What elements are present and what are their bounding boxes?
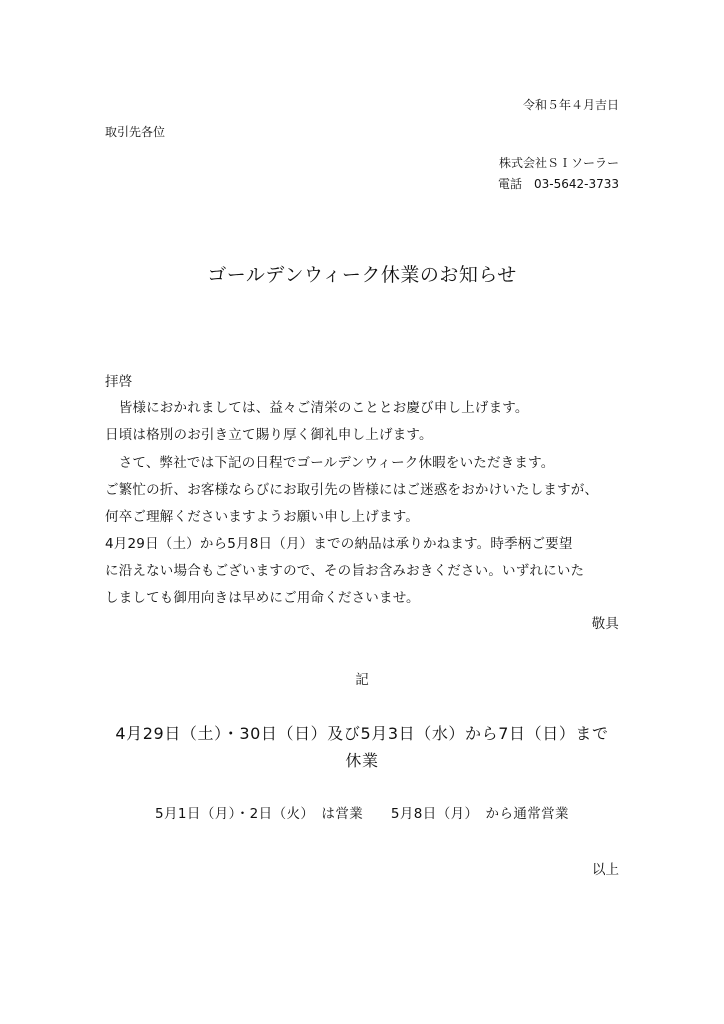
body-line: 皆様におかれましては、益々ご清栄のこととお慶び申し上げます。 xyxy=(105,400,529,416)
salutation: 拝啓 xyxy=(105,374,133,390)
body-line: 日頃は格別のお引き立て賜り厚く御礼申し上げます。 xyxy=(105,427,433,443)
body-line: 何卒ご理解くださいますようお願い申し上げます。 xyxy=(105,509,420,525)
body-line: 4月29日（土）から5月8日（月）までの納品は承りかねます。時季柄ご要望 xyxy=(105,536,573,552)
body-line: に沿えない場合もございますので、その旨お含みおきください。いずれにいた xyxy=(105,563,585,579)
body-line: しましても御用向きは早めにご用命くださいませ。 xyxy=(105,590,420,606)
company-name: 株式会社ＳＩソーラー xyxy=(498,156,619,170)
holiday-period: 4月29日（土）・30日（日）及び5月3日（水）から7日（日）まで xyxy=(115,724,609,743)
notes-heading: 記 xyxy=(355,672,369,688)
holiday-label: 休業 xyxy=(345,751,379,770)
document-title: ゴールデンウィーク休業のお知らせ xyxy=(207,264,517,286)
business-days: 5月1日（月）・2日（火） は営業 5月8日（月） から通常営業 xyxy=(155,806,569,822)
closing-phrase: 敬具 xyxy=(591,616,619,632)
company-phone: 電話 03-5642-3733 xyxy=(497,177,619,191)
issue-date: 令和５年４月吉日 xyxy=(522,98,619,112)
body-line: ご繁忙の折、お客様ならびにお取引先の皆様にはご迷惑をおかけいたしますが、 xyxy=(105,482,599,498)
end-mark: 以上 xyxy=(592,862,619,878)
body-line: さて、弊社では下記の日程でゴールデンウィーク休暇をいただきます。 xyxy=(105,455,555,471)
recipient: 取引先各位 xyxy=(105,125,166,139)
